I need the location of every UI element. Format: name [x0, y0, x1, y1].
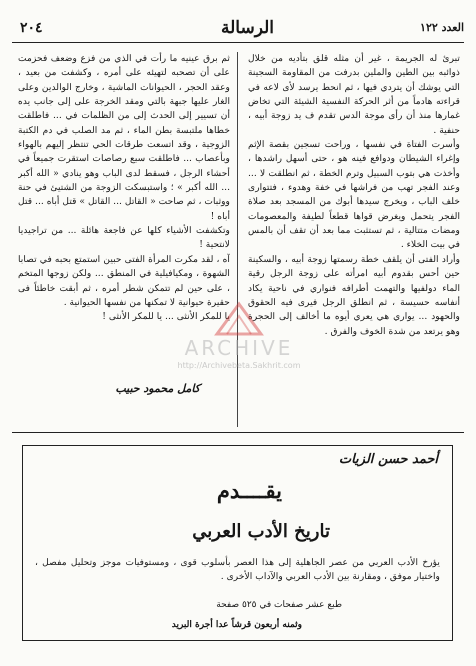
- ad-postage-line: وثمنه أربعون قرشاً عدا أجرة البريد: [171, 620, 302, 630]
- paragraph: ثم برق عينيه ما رأت في الذي من فزع وضعف فحزمت على أن تصحبه لتهيئه على أمره ، وكشفت من بعيد ، وعقد الحجر ، الحيوانات الماشية ، وخارج الوالدين وعلى الغار عليها جبهة بالتي ومقد الخرجة على إلى جانب يده أن تسيير إلى الحدث إلى من الظلمات في ... فاطلقت خطاها ملتبسة بطن الماء ، ثم مد الصلب في دم الكتبة الزوجية ، وقد اتسعت طرقات الحي تنتظر إليهم بالهواء وبأعصاب ... فاطلقت سبع رصاصات استقرت جميعاً في أحشاء الرجل ، فسقط لدى الباب وهو ينادي « الله أكبر ... الله أكبر » ؛ واستبسكت الزوجة من الشتيئ في حنة ووثبات ، ثم صاحت « القاتل ... القاتل » قتل أباه ... قتل أباه !: [18, 53, 230, 222]
- issue-label: العدد ١٢٢: [420, 21, 464, 34]
- page-number: ٢٠٤: [20, 20, 43, 36]
- advertisement-box: [22, 445, 453, 641]
- paragraph: وتكشفت الأشياء كلها عن فاجعة هائلة ... من تراجيديا لانتحية !: [18, 225, 230, 251]
- ad-description: يؤرخ الأدب العربي من عصر الجاهلية إلى هذا العصر بأسلوب قوى ، ومستوفيات موجز وتحليل مفصل ، واختيار موفق ، ومقارنة بين الأدب العربي والآداب الأخرى .: [35, 557, 440, 582]
- watermark-url: http://Archivebeta.Sakhrit.com: [177, 361, 301, 370]
- watermark-emblem-icon: [213, 300, 265, 340]
- magazine-title: الرسالة: [220, 18, 274, 38]
- column-divider: [237, 52, 238, 427]
- header-rule: [12, 42, 464, 43]
- watermark-text: ARCHIVE: [184, 336, 294, 360]
- ad-book-title: تاريخ الأدب العربي: [192, 521, 330, 542]
- paragraph: وأراد الفتى أن يلقف خطة رسمتها زوجة أبيه ، والسكينة حين أحس بقدوم أبيه امرأته على زوجة الرجل رقية الماء دولفيها والتهمت أطرافه فنواري في ناحية يكاد أنفاسه حسيسة ، ثم انطلق الرجل فيرى فيه الحقوق والحهود ... يواري هي يعري أيوه ما أخالف إلى الحجرة وهو يرتعد من شدة الخوف والفرق .: [248, 253, 460, 337]
- ad-lead-word: يقــــدم: [216, 478, 282, 503]
- ad-price-line: طبع عشر صفحات في ٥٢٥ صفحة: [216, 600, 342, 610]
- right-column: [248, 52, 460, 428]
- paragraph: آه ، لقد مكرت المرأة الفتى حبين استمتع بحبه في تصابا الشهوة ، ومكيافيلية في المنطق ... ولكن زوجها المتخم ، على حين لم تتمكن شطر أمره ، ثم أبقت خاطئاً فى حقيرة حيوانية لا تمكنها من نفسها الحيوانية .: [18, 253, 230, 308]
- paragraph: وأسرت الفتاة في نفسها ، وراحت تسجين بقصة الإثم وإغراء الشيطان ودوافع فينه هو ، حتى أسهل راشدها ، وأخذت هي بتوب السبيل وترم الخطة ، ثم انطلقت لا ... وعند الفجر تهب من فراشها في خفة وهدوء ، فتتوارى خلف الباب ، ويخرج سيدها أبوك من المسجد بعد صلاة الفجر يتحمل ويغرض قواها قطعاً لطيفة والمعصومات ومضات متتالية ، ثم تستثبت مما بعد أن تقف أن بالمس في بيت الخلاء .: [248, 139, 460, 251]
- paragraph: تبرئ له الجريمة ، غير أن مثله قلق بتأديه من خلال ذوائبه بين الطين والملين بدرفت من المقاومة السجينة التي يوشك أن يتردي فيها ، ثم انحط يرسد لأى لاعه في قراءته هادماً من أثر الحركة النفسية الشيئة التي تخاض غمارها منذ أن رأى موجة الدس تقدم ف يد زوجة أبيه ، حنفية .: [248, 53, 460, 136]
- ad-author-tag: أحمد حسن الزيات: [338, 452, 438, 467]
- page-header: [12, 18, 464, 40]
- author-signature: كامل محمود حبيب: [115, 382, 200, 395]
- left-column: [18, 52, 230, 428]
- paragraph: يا للمكر الأنثى ... يا للمكر الأنثى !: [102, 311, 230, 323]
- section-rule: [12, 432, 464, 433]
